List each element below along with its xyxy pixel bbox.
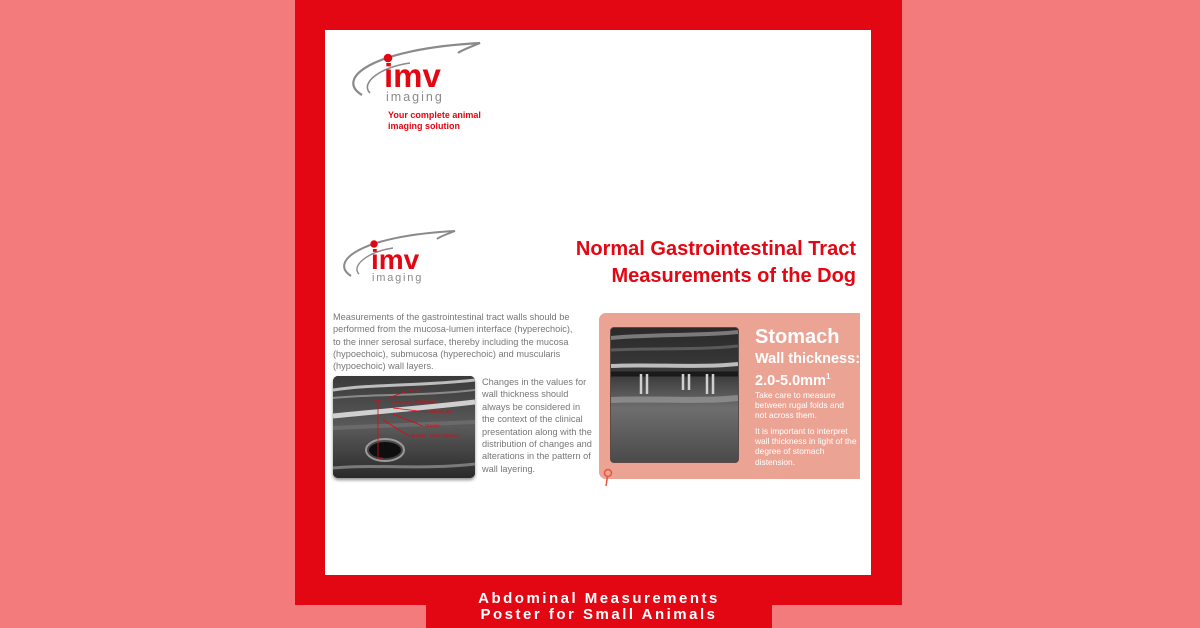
tagline-line1: Your complete animal: [388, 110, 481, 120]
bottom-banner: [426, 585, 772, 628]
banner-line1: Abdominal Measurements: [478, 590, 720, 607]
wall-thickness-value: [755, 368, 830, 390]
scan-label-mucosa: Mucosa: [425, 423, 440, 428]
poster-title-line2: Measurements of the Dog: [611, 265, 856, 287]
wall-thickness-reference: 1: [825, 372, 831, 381]
poster-title: [520, 236, 856, 290]
banner-line2: Poster for Small Animals: [480, 606, 718, 623]
logo-top-brand: imv: [384, 57, 441, 94]
scan-label-serosa: Serosa: [407, 388, 421, 393]
wall-thickness-label: Wall thickness:: [755, 351, 861, 367]
stomach-title: Stomach: [755, 326, 840, 348]
scan-label-submucosa: Submucosa: [429, 409, 452, 414]
logo-top-sub: imaging: [386, 90, 444, 104]
ultrasound-stomach-image: [610, 327, 739, 463]
intro-paragraph: Measurements of the gastrointestinal tract walls should be performed from the mucosa-lumen interface (hyperechoic), to the inner serosal surface, thereby including the mucosa (hypoechoic), submucosa (hyperechoic) and muscularis (hypoechoic) wall layers.: [333, 312, 573, 372]
stomach-note-rugal-folds: Take care to measure between rugal folds and not across them.: [755, 390, 844, 421]
tagline-line2: imaging solution: [388, 121, 460, 131]
imv-logo-top: [340, 37, 490, 109]
scan-label-muscularis: Muscularis: [415, 399, 436, 404]
changes-paragraph: Changes in the values for wall thickness should always be considered in the context of the clinical presentation along with the distribution of changes and alterations in the pattern of wall layering.: [482, 377, 592, 474]
tagline: [388, 110, 508, 132]
scan-label-mucosa-lumen: Mucosa – lumen interface: [411, 433, 459, 438]
stomach-note-distension: It is important to interpret wall thickness in light of the degree of stomach distension.: [755, 426, 857, 467]
imv-logo-poster: [333, 226, 463, 288]
logo-poster-sub: imaging: [372, 272, 424, 284]
ultrasound-wall-layers-image: [333, 376, 475, 478]
logo-poster-brand: imv: [371, 244, 420, 275]
pin-icon: [601, 468, 615, 493]
poster-title-line1: Normal Gastrointestinal Tract: [575, 238, 856, 260]
wall-thickness-range: 2.0-5.0mm: [755, 372, 826, 389]
